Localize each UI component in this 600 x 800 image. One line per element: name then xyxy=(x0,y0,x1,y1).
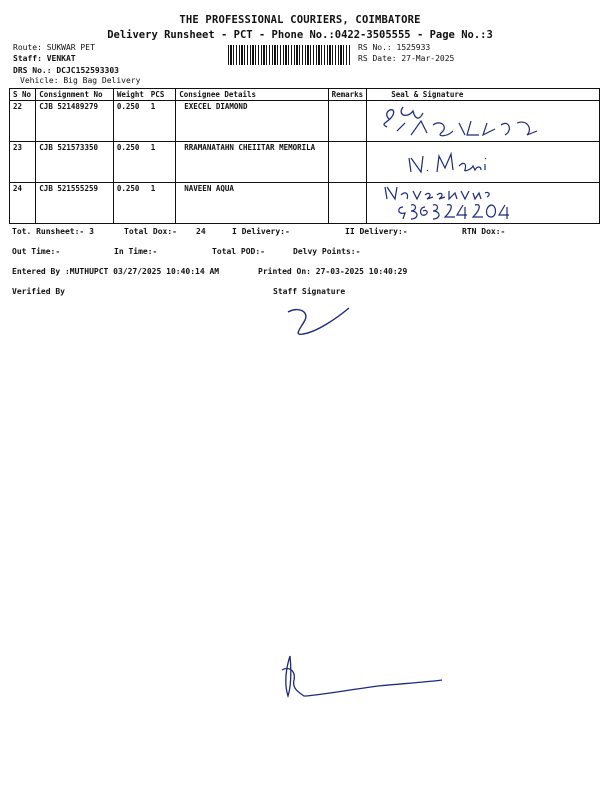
total-dox-value: 24 xyxy=(196,227,206,236)
i-delivery: I Delivery:- xyxy=(232,227,290,236)
staff-value: VENKAT xyxy=(46,54,76,63)
cell-consignee: RRAMANATAHN CHEIITAR MEMORILA xyxy=(176,142,328,183)
cell-sno: 24 xyxy=(10,183,36,224)
bottom-signature-mark xyxy=(278,650,448,714)
cell-sno: 22 xyxy=(10,101,36,142)
cell-signature xyxy=(367,101,600,142)
delvy-points: Delvy Points:- xyxy=(293,247,361,256)
cell-weight: 0.250 xyxy=(113,101,147,142)
cell-consignment: CJB 521555259 xyxy=(36,183,114,224)
cell-remarks xyxy=(328,142,367,183)
table-row xyxy=(10,101,600,142)
header-consignee: Consignee Details xyxy=(176,89,328,101)
runsheet-table xyxy=(9,88,600,224)
total-pod: Total POD:- xyxy=(212,247,265,256)
total-dox-label: Total Dox:- xyxy=(124,227,177,236)
rtn-dox: RTN Dox:- xyxy=(462,227,506,236)
cell-sno: 23 xyxy=(10,142,36,183)
header-consignment: Consignment No xyxy=(36,89,114,101)
out-time: Out Time:- xyxy=(12,247,61,256)
cell-signature xyxy=(367,142,600,183)
rs-no-value: 1525933 xyxy=(396,43,431,52)
in-time: In Time:- xyxy=(114,247,158,256)
cell-pcs: 1 xyxy=(148,183,176,224)
table-row xyxy=(10,183,600,224)
rs-no-label: RS No.: xyxy=(358,43,397,52)
staff-label: Staff: xyxy=(13,54,47,63)
verified-by: Verified By xyxy=(12,287,65,296)
rs-date-line xyxy=(358,54,454,63)
vehicle-value: Big Bag Delivery xyxy=(63,76,141,85)
vehicle-line xyxy=(20,76,140,85)
table-row xyxy=(10,142,600,183)
header-signature: Seal & Signature xyxy=(367,89,600,101)
tot-runsheet: Tot. Runsheet:- 3 xyxy=(12,227,94,236)
cell-signature xyxy=(367,183,600,224)
cell-consignee: NAVEEN AQUA xyxy=(176,183,328,224)
cell-pcs: 1 xyxy=(148,101,176,142)
barcode xyxy=(228,45,350,65)
staff-signature-drawing xyxy=(285,302,355,342)
staff-signature-mark xyxy=(285,302,355,346)
ii-delivery: II Delivery:- xyxy=(345,227,408,236)
cell-consignee: EXECEL DIAMOND xyxy=(176,101,328,142)
cell-consignment: CJB 521489279 xyxy=(36,101,114,142)
company-title: THE PROFESSIONAL COURIERS, COIMBATORE xyxy=(179,14,421,26)
drs-value: DCJC152593303 xyxy=(56,66,119,75)
cell-consignment: CJB 521573350 xyxy=(36,142,114,183)
cell-weight: 0.250 xyxy=(113,183,147,224)
cell-remarks xyxy=(328,183,367,224)
cell-pcs: 1 xyxy=(148,142,176,183)
header-sno: S No xyxy=(10,89,36,101)
printed-on: Printed On: 27-03-2025 10:40:29 xyxy=(258,267,408,276)
signature-3-drawing xyxy=(367,183,567,223)
route-value: SUKWAR PET xyxy=(46,43,95,52)
table-header-row xyxy=(10,89,600,101)
staff-line xyxy=(13,54,76,63)
rs-date-label: RS Date: xyxy=(358,54,402,63)
runsheet-subtitle: Delivery Runsheet - PCT - Phone No.:0422-3505555 - Page No.:3 xyxy=(107,29,493,41)
drs-line xyxy=(13,66,119,75)
rs-no-line xyxy=(358,43,430,52)
rs-date-value: 27-Mar-2025 xyxy=(401,54,455,63)
header-pcs: PCS xyxy=(148,89,176,101)
drs-label: DRS No.: xyxy=(13,66,57,75)
route-label: Route: xyxy=(13,43,47,52)
cell-remarks xyxy=(328,101,367,142)
staff-signature-label: Staff Signature xyxy=(273,287,346,296)
signature-2-drawing xyxy=(367,142,567,182)
route-line xyxy=(13,43,95,52)
cell-weight: 0.250 xyxy=(113,142,147,183)
bottom-signature-drawing xyxy=(278,650,448,710)
header-weight: Weight xyxy=(113,89,147,101)
entered-by: Entered By :MUTHUPCT 03/27/2025 10:40:14 AM xyxy=(12,267,220,276)
header-remarks: Remarks xyxy=(328,89,367,101)
signature-1-drawing xyxy=(367,101,567,141)
vehicle-label: Vehicle: xyxy=(20,76,64,85)
